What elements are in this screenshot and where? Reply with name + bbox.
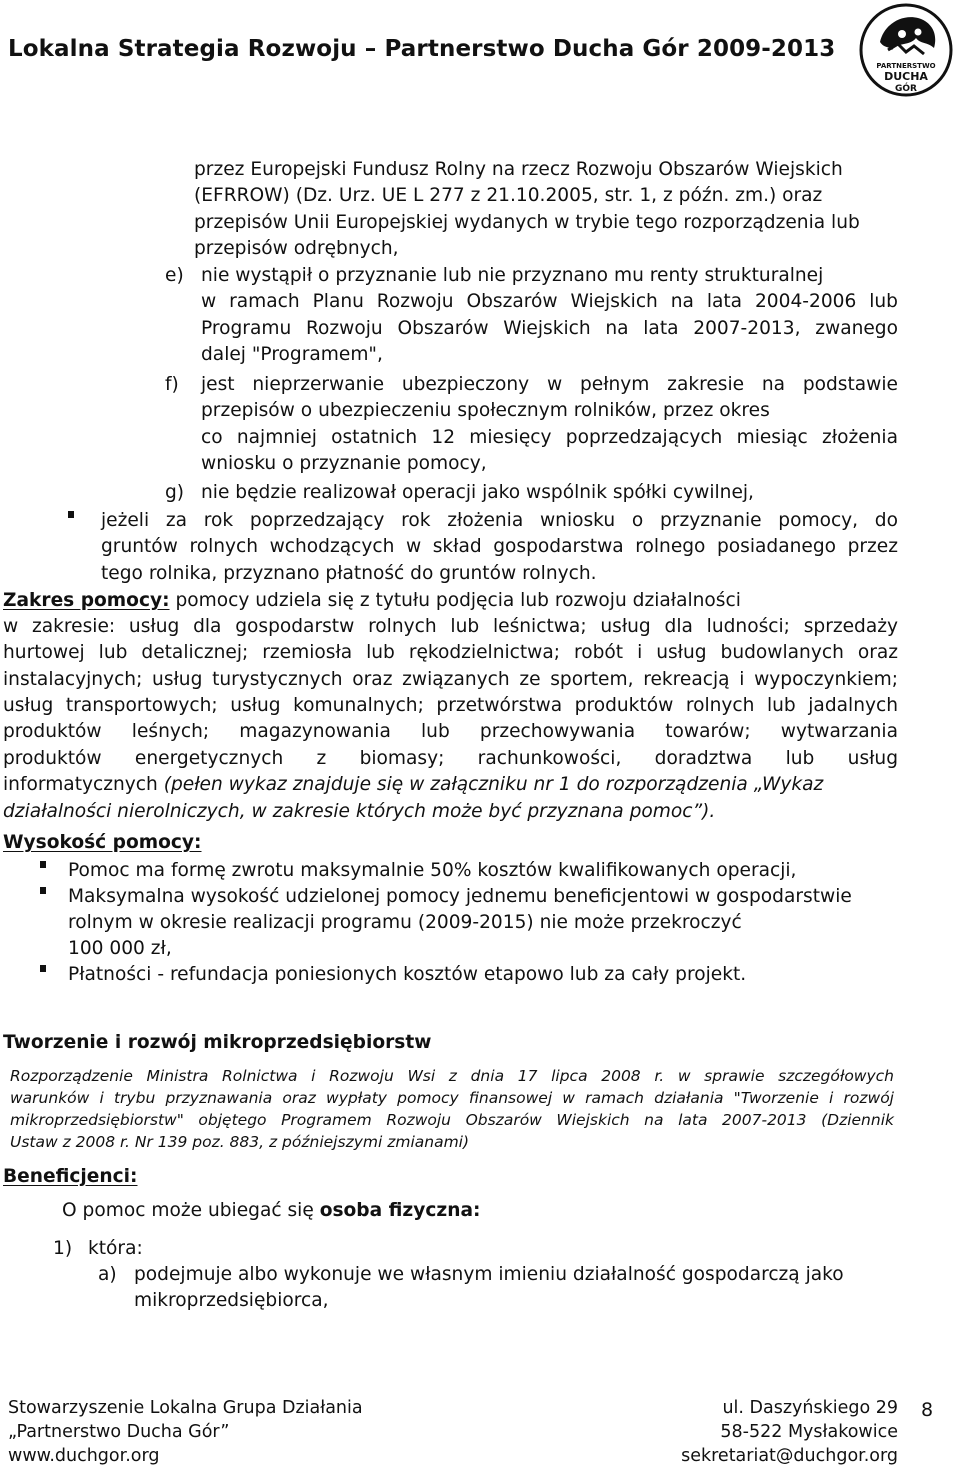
paragraph-line: instalacyjnych; usług turystycznych oraz związanych ze sportem, rekreacją i wypoczynkiem;: [3, 669, 898, 690]
footer-left-line: „Partnerstwo Ducha Gór”: [8, 1422, 230, 1442]
list-item-line: mikroprzedsiębiorca,: [134, 1290, 329, 1311]
citation-line: mikroprzedsiębiorstw" objętego Programem Rozwoju Obszarów Wiejskich na lata 2007-2013 (Dziennik: [10, 1111, 894, 1129]
footer-right-line: ul. Daszyńskiego 29: [722, 1398, 898, 1418]
page-header-title: Lokalna Strategia Rozwoju – Partnerstwo Ducha Gór 2009-2013: [8, 36, 836, 62]
list-item-line: Programu Rozwoju Obszarów Wiejskich na lata 2007-2013, zwanego: [201, 318, 898, 339]
intro-bold: osoba fizyczna:: [319, 1200, 481, 1221]
bullet-line: Pomoc ma formę zwrotu maksymalnie 50% kosztów kwalifikowanych operacji,: [68, 860, 797, 881]
beneficjenci-heading: Beneficjenci:: [3, 1166, 138, 1187]
continuation-line: przepisów odrębnych,: [194, 238, 399, 259]
square-bullet-icon: [40, 965, 46, 972]
list-marker-f: f): [165, 374, 179, 395]
bullet-line: Maksymalna wysokość udzielonej pomocy jednemu beneficjentowi w gospodarstwie: [68, 886, 852, 907]
list-marker-1: 1): [53, 1238, 73, 1259]
intro-normal: O pomoc może ubiegać się: [62, 1200, 314, 1221]
list-item-line: wniosku o przyznanie pomocy,: [201, 453, 487, 474]
list-marker-a: a): [98, 1264, 117, 1285]
list-item-line: jest nieprzerwanie ubezpieczony w pełnym zakresie na podstawie: [201, 374, 898, 395]
list-item-line: nie będzie realizował operacji jako wspólnik spółki cywilnej,: [201, 482, 754, 503]
paragraph-line: usług transportowych; usług komunalnych; przetwórstwa produktów rolnych lub jadalnych: [3, 695, 898, 716]
bullet-line: Płatności - refundacja poniesionych kosztów etapowo lub za cały projekt.: [68, 964, 747, 985]
square-bullet-icon: [40, 861, 46, 868]
citation-line: Rozporządzenie Ministra Rolnictwa i Rozwoju Wsi z dnia 17 lipca 2008 r. w sprawie szczegółowych: [10, 1067, 894, 1085]
bullet-line: gruntów rolnych wchodzących w skład gospodarstwa rolnego posiadanego przez: [101, 536, 898, 557]
bullet-line: rolnym w okresie realizacji programu (2009-2015) nie może przekroczyć: [68, 912, 742, 933]
list-item-line: co najmniej ostatnich 12 miesięcy poprzedzających miesiąc złożenia: [201, 427, 898, 448]
list-marker-g: g): [165, 482, 185, 503]
footer-left-line: Stowarzyszenie Lokalna Grupa Działania: [8, 1398, 363, 1418]
footer-email[interactable]: sekretariat@duchgor.org: [681, 1446, 898, 1466]
continuation-line: (EFRROW) (Dz. Urz. UE L 277 z 21.10.2005, str. 1, z późn. zm.) oraz: [194, 185, 823, 206]
zakres-first-text: pomocy udziela się z tytułu podjęcia lub rozwoju działalności: [175, 590, 741, 611]
square-bullet-icon: [40, 887, 46, 894]
page-number: 8: [921, 1399, 934, 1421]
paragraph-line: hurtowej lub detalicznej; rzemiosła lub rękodzielnictwa; robót i usług budowlanych oraz: [3, 642, 898, 663]
logo-text-1: PARTNERSTWO: [876, 62, 936, 70]
zakres-line7-italic: (pełen wykaz znajduje się w załączniku nr 1 do rozporządzenia „Wykaz: [163, 774, 824, 795]
list-item-line: dalej "Programem",: [201, 344, 383, 365]
bullet-line: jeżeli za rok poprzedzający rok złożenia wniosku o przyznanie pomocy, do: [101, 510, 898, 531]
logo-text-3: GÓR: [895, 84, 917, 94]
bullet-line: 100 000 zł,: [68, 938, 172, 959]
section-heading: Tworzenie i rozwój mikroprzedsiębiorstw: [3, 1032, 432, 1053]
list-item-line: nie wystąpił o przyznanie lub nie przyznano mu renty strukturalnej: [201, 265, 824, 286]
zakres-heading: Zakres pomocy:: [3, 590, 170, 611]
paragraph-line: działalności nierolniczych, w zakresie których może być przyznana pomoc”).: [3, 801, 716, 822]
list-item-line: podejmuje albo wykonuje we własnym imieniu działalność gospodarczą jako: [134, 1264, 844, 1285]
citation-line: Ustaw z 2008 r. Nr 139 poz. 883, z późniejszymi zmianami): [10, 1133, 470, 1151]
beneficjenci-intro: [62, 1198, 480, 1224]
zakres-first-line: [3, 588, 741, 614]
paragraph-line: produktów leśnych; magazynowania lub przechowywania towarów; wytwarzania: [3, 721, 898, 742]
list-marker-e: e): [165, 265, 184, 286]
wysokosc-heading: Wysokość pomocy:: [3, 832, 202, 853]
zakres-line7-normal: informatycznych: [3, 774, 158, 795]
continuation-line: przez Europejski Fundusz Rolny na rzecz Rozwoju Obszarów Wiejskich: [194, 159, 843, 180]
footer-website[interactable]: www.duchgor.org: [8, 1446, 160, 1466]
logo-text-2: DUCHA: [884, 70, 928, 83]
continuation-line: przepisów Unii Europejskiej wydanych w trybie tego rozporządzenia lub: [194, 212, 860, 233]
paragraph-line: w zakresie: usług dla gospodarstw rolnych lub leśnictwa; usług dla ludności; sprzedaży: [3, 616, 898, 637]
square-bullet-icon: [68, 511, 74, 518]
paragraph-line: produktów energetycznych z biomasy; rachunkowości, doradztwa lub usług: [3, 748, 898, 769]
list-item-line: w ramach Planu Rozwoju Obszarów Wiejskich na lata 2004-2006 lub: [201, 291, 898, 312]
paragraph-line: [3, 772, 823, 798]
partnerstwo-ducha-gor-logo: [858, 2, 954, 98]
footer-right-line: 58-522 Mysłakowice: [720, 1422, 898, 1442]
list-item-line: przepisów o ubezpieczeniu społecznym rolników, przez okres: [201, 400, 770, 421]
list-item-line: która:: [88, 1238, 143, 1259]
citation-line: warunków i trybu przyznawania oraz wypłaty pomocy finansowej w ramach działania "Tworzenie i rozwój: [10, 1089, 894, 1107]
bullet-line: tego rolnika, przyznano płatność do gruntów rolnych.: [101, 563, 597, 584]
